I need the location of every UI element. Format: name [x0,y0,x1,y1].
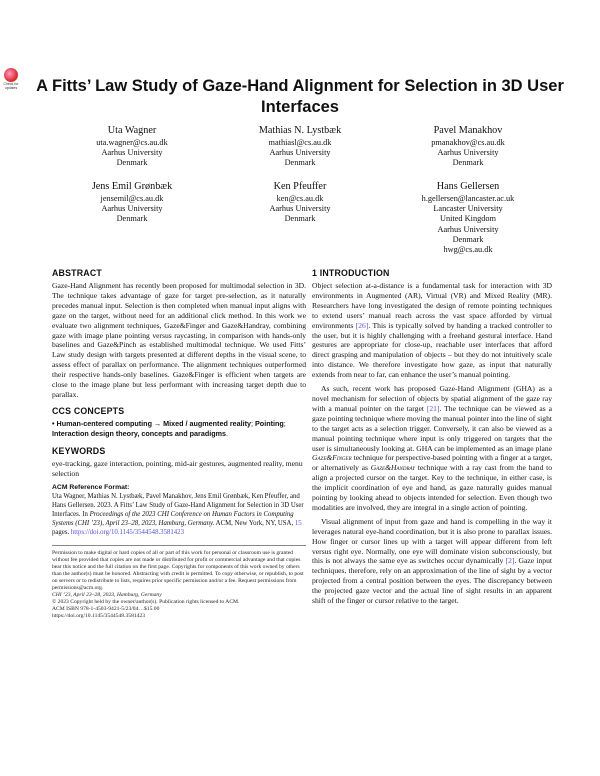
author-country: Denmark [116,214,148,224]
intro-text: technique for perspective-based pointing with a finger at a target, or alternatively as [312,453,552,473]
author-block [212,124,388,169]
technique-name: Gaze&Handray [370,463,416,473]
left-column [52,268,306,620]
reference-authors: Uta Wagner, Mathias N. Lystbæk, Pavel Manakhov, Jens Emil Grønbæk, Ken Pfeuffer, and Hans Gellersen. 2023. A Fitts’ Law Study of Gaze-Hand Alignment for Selection in 3D User Interfaces. In [52,493,304,519]
author-country: Denmark [452,234,484,244]
author-block [380,124,556,169]
ccs-term: • Human-centered computing → Mixed / augmented reality [52,418,252,428]
author-email: uta.wagner@cs.au.dk [96,138,168,147]
intro-text: Object selection at-a-distance is a fundamental task for interaction with 3D environments in Augmented (AR), Virtual (VR) and Mixed Reality (MR). Researchers have long investigated the design of remote pointing techniques to extend users’ manual reach across the vast space afforded by virtual environments [312,281,552,330]
author-name: Uta Wagner [107,125,157,136]
author-email: h.gellersen@lancaster.ac.uk [421,194,515,203]
isbn-line: ACM ISBN 978-1-4503-9421-5/23/04…$15.00 [52,606,160,613]
author-name: Pavel Manakhov [433,125,503,136]
reference-publisher: ACM, New York, NY, USA, [214,520,295,528]
intro-paragraph [312,384,552,513]
author-email: ken@cs.au.dk [276,194,324,203]
author-country: Denmark [452,158,484,168]
reference-venue: Proceedings of the 2023 CHI Conference on Human Factors in Computing Systems (CHI ’23), April 23–28, 2023, Hamburg, Germany. [52,511,294,528]
ccs-term: Pointing [255,418,284,428]
author-affiliation: Aarhus University [269,148,331,158]
reference-pages-suffix: pages. [52,529,71,537]
citation-link[interactable]: [21] [426,403,440,413]
author-email: hwg@cs.au.dk [443,245,493,255]
ccs-separator: ; [283,418,286,428]
intro-text: . The technique can be viewed as a gaze pointing technique where moving the manual pointer into the line of sight to the target acts as a selection trigger. Conversely, it can also be viewed as a manual pointing technique where input is only triggered on targets that the user is simultaneously looking at. GHA can be implemented as an image plane [312,403,552,453]
paper-title: A Fitts’ Law Study of Gaze-Hand Alignment for Selection in 3D User Interfaces [36,77,564,116]
keywords-text: eye-tracking, gaze interaction, pointing, mid-air gestures, augmented reality, menu selection [52,459,303,479]
author-affiliation: Aarhus University [101,148,163,158]
author-name: Hans Gellersen [436,181,500,192]
author-block [44,124,220,169]
author-block [44,180,220,225]
author-country: Denmark [116,158,148,168]
reference-format [52,492,306,537]
ccs-separator: ; [251,418,256,428]
author-affiliation: Aarhus University [269,204,331,214]
author-affiliation: Lancaster University [433,204,503,214]
right-column [312,268,552,610]
ccs-term: Interaction design theory, concepts and paradigms [52,428,226,438]
author-affiliation: Aarhus University [437,224,499,234]
footnote-divider [52,545,306,546]
author-name: Jens Emil Grønbæk [91,181,173,192]
reference-pages-link[interactable]: 15 [294,520,302,528]
author-email: jensemil@cs.au.dk [100,194,164,203]
copyright-line: © 2023 Copyright held by the owner/author(s). Publication rights licensed to ACM. [52,599,240,606]
ccs-concepts [52,419,306,439]
author-country: United Kingdom [440,214,496,224]
intro-paragraph [312,517,552,606]
introduction-heading: 1 INTRODUCTION [312,268,390,278]
update-badge-icon [4,68,18,82]
reference-doi-link[interactable]: https://doi.org/10.1145/3544548.3581423 [70,529,184,537]
author-affiliation: Aarhus University [101,204,163,214]
author-name: Ken Pfeuffer [273,181,327,192]
venue-line: CHI ’23, April 23–28, 2023, Hamburg, Germany [52,592,162,599]
intro-text: Visual alignment of input from gaze and hand is compelling in the way it leverages natural eye-hand coordination, but it is also prone to parallax issues. How finger or cursor lines up with a target will appear different from left versus right eye. Normally, one eye will dominate vision subconsciously, but this is not always the same eye as switches occur dynamically [312,516,552,566]
author-email: pmanakhov@cs.au.dk [431,138,505,147]
intro-text: technique with a ray cast from the hand to align a projected cursor on the target. Key to the technique, in either case, is the implicit coordination of eye and hand, as gaze naturally guides manual pointing by looking ahead to objects intended for selection. Even though two modalities are involved, they are integral in a single action of pointing. [312,463,552,512]
author-block [212,180,388,225]
author-name: Mathias N. Lystbæk [258,125,342,136]
ccs-heading: CCS CONCEPTS [52,405,125,416]
intro-text: As such, recent work has proposed Gaze-Hand Alignment (GHA) as a novel mechanism for selection of objects by spatial alignment of the gaze ray with a manual pointer on the target [312,384,552,413]
permission-notice: Permission to make digital or hard copies of all or part of this work for personal or classroom use is granted without fee provided that copies are not made or distributed for profit or commercial advantage and that copies bear this notice and the full citation on the first page. Copyrights for components of this work owned by others than the author(s) must be honored. Abstracting with credit is permitted. To copy otherwise, or republish, to post on servers or to redistribute to lists, requires prior specific permission and/or a fee. Request permissions from permissions@acm.org. [52,550,304,592]
citation-link[interactable]: [26] [355,320,369,330]
abstract-text: Gaze-Hand Alignment has recently been proposed for multimodal selection in 3D. The technique takes advantage of gaze for target pre-selection, as it naturally precedes manual input. Selection is then completed when manual input aligns with gaze on the target, without need for an additional click method. In this work we evaluate two alignment techniques, Gaze&Finger and Gaze&Handray, combining gaze with image plane pointing versus raycasting, in comparison with hands-only baselines and Gaze&Pinch as established multimodal technique. We used Fitts’ Law study design with targets presented at different depths in the visual scene, to assess effect of parallax on performance. The alignment techniques outperformed their respective hands-only baselines. Gaze&Finger is efficient when targets are close to the image plane but less performant with increasing target depth due to parallax. [52,281,306,399]
author-email: mathiasl@cs.au.dk [268,138,332,147]
check-for-updates-badge[interactable] [1,68,21,90]
intro-text: . Gaze input techniques, therefore, rely on an approximation of the line of sight by a vector projected from a central position between the eyes. The discrepancy between the projected gaze vector and the actual line of sight results in an apparent shift of the finger or cursor relative to the target. [312,556,552,606]
author-country: Denmark [284,214,316,224]
doi-link[interactable]: https://doi.org/10.1145/3544548.3581423 [52,613,146,620]
abstract-heading: ABSTRACT [52,268,102,278]
intro-paragraph [312,281,552,380]
reference-heading: ACM Reference Format: [52,484,130,492]
author-block [380,180,556,255]
citation-link[interactable]: [2] [505,556,515,566]
technique-name: Gaze&Finger [312,453,352,463]
author-affiliation: Aarhus University [437,148,499,158]
intro-text: . This is typically solved by handing a tracked controller to the user, but it is highly challenging with a freehand gestural interface. Hand gestures are appropriate for close-up, reachable user interfaces that afford direct grasping and manipulation of objects – but they do not intuitively scale into distance. We therefore investigate how gaze, as input that naturally extends from near to far, can enhance the user’s manual pointing. [312,320,553,380]
author-country: Denmark [284,158,316,168]
badge-label: Check for updates [3,82,19,90]
keywords-heading: KEYWORDS [52,446,106,457]
ccs-separator: . [226,428,228,438]
